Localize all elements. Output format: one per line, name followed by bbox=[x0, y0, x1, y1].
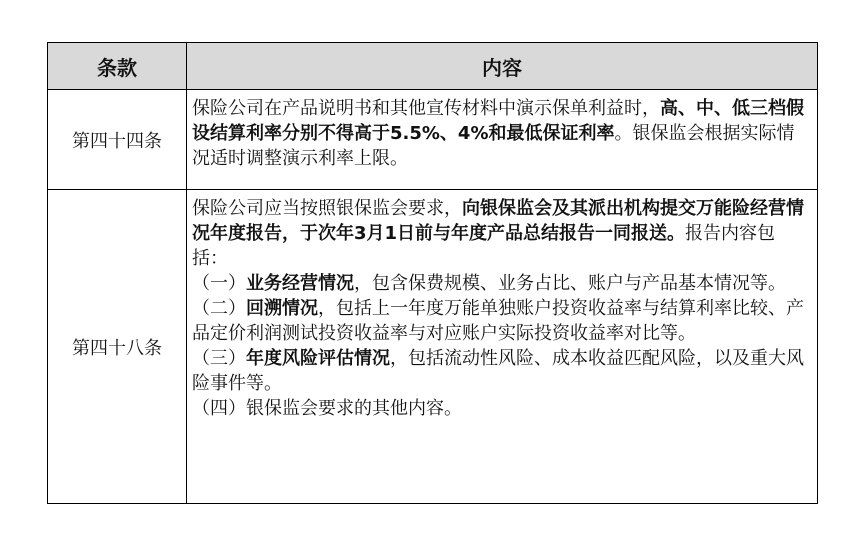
content-text: 保险公司在产品说明书和其他宣传材料中演示保单利益时， bbox=[192, 98, 660, 119]
header-row bbox=[48, 43, 818, 90]
content-text-bold: 高、中、低三档假设结算利率分别不得高于5.5%、4%和最低保证利率 bbox=[192, 98, 804, 144]
content-text-bold: 向银保监会及其派出机构提交万能险经营情况年度报告，于次年3月1日前与年度产品总结报告一同报送。 bbox=[192, 198, 804, 244]
table-row bbox=[48, 90, 818, 190]
content-paragraph bbox=[192, 396, 811, 421]
clause-name: 第四十八条 bbox=[48, 190, 187, 504]
content-text: ，包含保费规模、业务占比、账户与产品基本情况等。 bbox=[354, 273, 786, 294]
table-row bbox=[48, 190, 818, 504]
content-text-bold: 年度风险评估情况 bbox=[246, 348, 390, 369]
header-clause: 条款 bbox=[48, 43, 187, 90]
content-text-bold: 业务经营情况 bbox=[246, 273, 354, 294]
content-paragraph bbox=[192, 196, 811, 271]
content-text: 保险公司应当按照银保监会要求， bbox=[192, 198, 462, 219]
clause-name: 第四十四条 bbox=[48, 90, 187, 190]
content-paragraph bbox=[192, 96, 811, 171]
content-text-bold: 回溯情况 bbox=[246, 298, 318, 319]
content-text: 。银保监会根据实际情况适时调整演示利率上限。 bbox=[192, 123, 795, 169]
content-text: （二） bbox=[192, 298, 246, 319]
content-text: ，包括流动性风险、成本收益匹配风险，以及重大风险事件等。 bbox=[192, 348, 804, 394]
clause-table bbox=[47, 42, 818, 504]
content-text: 报告内容包括： bbox=[192, 223, 776, 269]
header-content: 内容 bbox=[187, 43, 818, 90]
content-paragraph bbox=[192, 271, 811, 296]
clause-content bbox=[187, 190, 818, 504]
content-text: （三） bbox=[192, 348, 246, 369]
content-text: （四）银保监会要求的其他内容。 bbox=[192, 398, 462, 419]
content-text: （一） bbox=[192, 273, 246, 294]
content-text: ，包括上一年度万能单独账户投资收益率与结算利率比较、产品定价利润测试投资收益率与对应账户实际投资收益率对比等。 bbox=[192, 298, 804, 344]
content-paragraph bbox=[192, 296, 811, 346]
clause-content bbox=[187, 90, 818, 190]
content-paragraph bbox=[192, 346, 811, 396]
